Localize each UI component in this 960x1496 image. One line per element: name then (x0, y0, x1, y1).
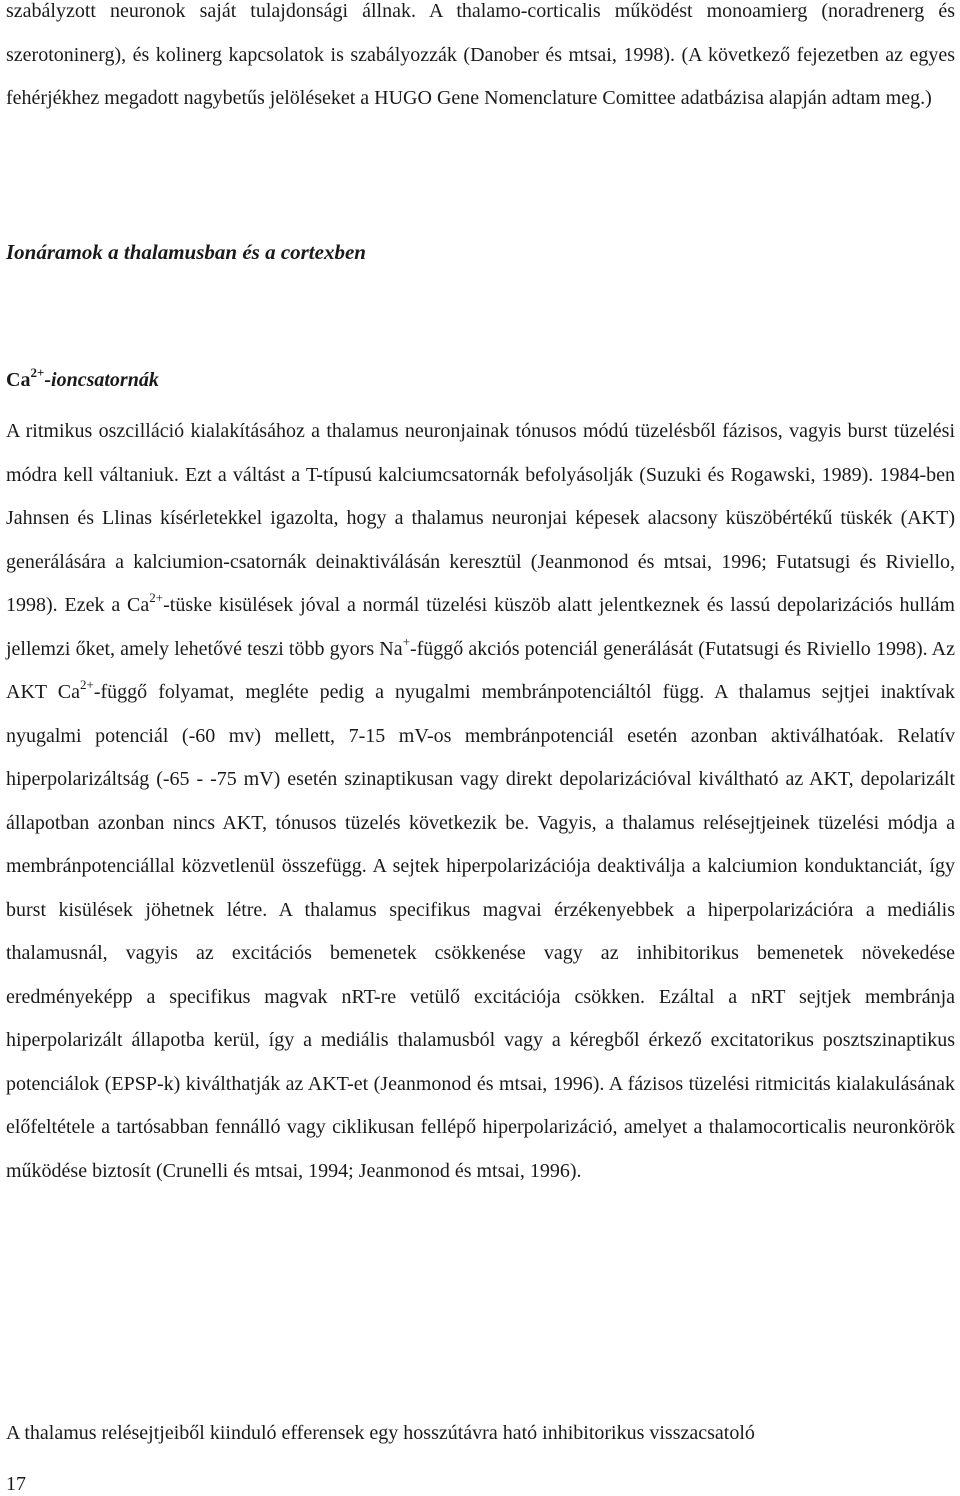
main-sup-2: + (402, 633, 410, 649)
intro-text: szabályzott neuronok saját tulajdonsági állnak. A thalamo-corticalis működést monoamierg (noradrenerg és szerotoninerg), és kolinerg kapcsolatok is szabályozzák (Danober és mtsai, 1998). (A következő fejezetben az egyes fehérjékhez megadott nagybetűs jelöléseket a HUGO Gene Nomenclature Comittee adatbázisa alapján adtam meg.) (6, 0, 955, 109)
main-paragraph (6, 410, 955, 1193)
section-heading: Ionáramok a thalamusban és a cortexben (6, 240, 366, 264)
sub-heading (6, 362, 159, 398)
sub-heading-rest: -ioncsatornák (44, 369, 159, 391)
sub-heading-superscript: 2+ (30, 365, 45, 380)
main-sup-3: 2+ (80, 677, 94, 692)
main-text-part3: -függő akciós potenciál generálását (Futatsugi és Riviello 1998). Az AKT Ca (6, 637, 956, 703)
main-text-part2: -tüske kisülések jóval a normál tüzelési küszöb alatt jelentkeznek és lassú depolarizációs hullám jellemzi őket, amely lehetővé teszi több gyors Na (6, 594, 955, 660)
sub-heading-base: Ca (6, 369, 31, 391)
intro-paragraph (6, 0, 955, 121)
last-paragraph: A thalamus relésejtjeiből kiinduló efferensek egy hosszútávra ható inhibitorikus visszacsatoló (6, 1422, 755, 1444)
page-number: 17 (6, 1473, 26, 1495)
main-text-part4: -függő folyamat, megléte pedig a nyugalmi membránpotenciáltól függ. A thalamus sejtjei inaktívak nyugalmi potenciál (-60 mv) mellett, 7-15 mV-os membránpotenciál esetén azonban aktiválhatóak. Relatív hiperpolarizáltság (-65 - -75 mV) esetén szinaptikusan vagy direkt depolarizációval kiváltható az AKT, depolarizált állapotban azonban nincs AKT, tónusos tüzelés következik be. Vagyis, a thalamus relésejtjeinek tüzelési módja a membránpotenciállal közvetlenül összefügg. A sejtek hiperpolarizációja deaktiválja a kalciumion konduktanciát, így burst kisülések jöhetnek létre. A thalamus specifikus magvai érzékenyebbek a hiperpolarizációra a mediális thalamusnál, vagyis az excitációs bemenetek csökkenése vagy az inhibitorikus bemenetek növekedése eredményeképp a specifikus magvak nRT-re vetülő excitációja csökken. Ezáltal a nRT sejtjek membránja hiperpolarizált állapotba kerül, így a mediális thalamusból vagy a kéregből érkező excitatorikus posztszinaptikus potenciálok (EPSP-k) kiválthatják az AKT-et (Jeanmonod és mtsai, 1996). A fázisos tüzelési ritmicitás kialakulásának előfeltétele a tartósabban fennálló vagy ciklikusan fellépő hiperpolarizáció, amelyet a thalamocorticalis neuronkörök működése biztosít (Crunelli és mtsai, 1994; Jeanmonod és mtsai, 1996). (6, 681, 955, 1182)
main-text-part1: A ritmikus oszcilláció kialakításához a thalamus neuronjainak tónusos módú tüzelésből fázisos, vagyis burst tüzelési módra kell váltaniuk. Ezt a váltást a T-típusú kalciumcsatornák befolyásolják (Suzuki és Rogawski, 1989). 1984-ben Jahnsen és Llinas kísérletekkel igazolta, hogy a thalamus neuronjai képesek alacsony küszöbértékű tüskék (AKT) generálására a kalciumion-csatornák deinaktiválásán keresztül (Jeanmonod és mtsai, 1996; Futatsugi és Riviello, 1998). Ezek a Ca (6, 420, 955, 616)
main-sup-1: 2+ (149, 590, 164, 605)
